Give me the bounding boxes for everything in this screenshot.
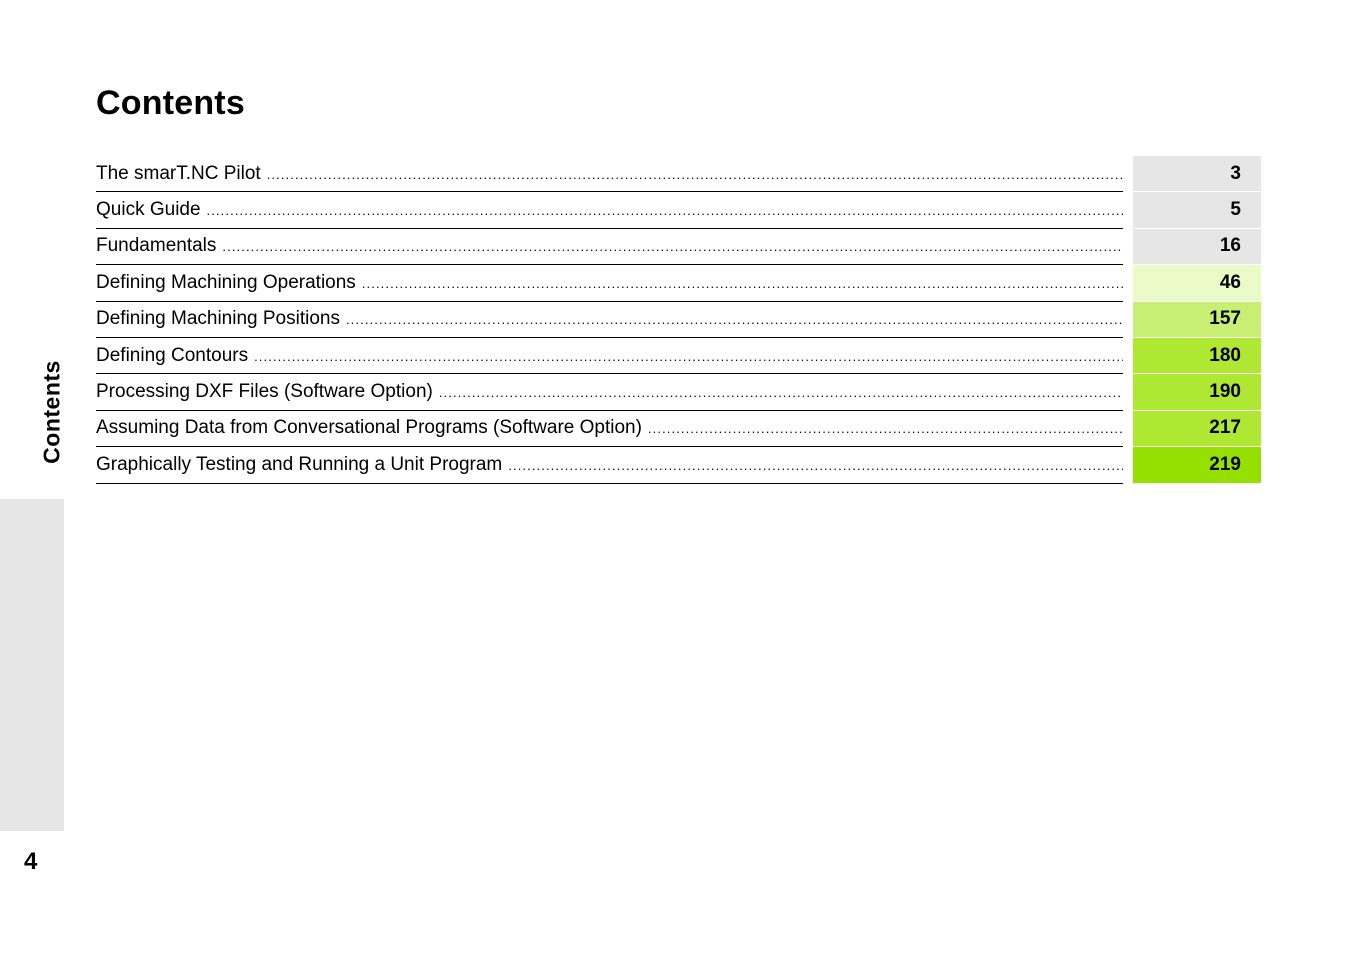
toc-entry-title[interactable]: Defining Contours: [96, 344, 249, 366]
toc-entry-cell: [96, 229, 1123, 265]
toc-page-number[interactable]: 46: [1133, 265, 1261, 301]
toc-leader-dots: [362, 276, 1123, 291]
toc-entry-cell: [96, 447, 1123, 483]
toc-entry-title[interactable]: Quick Guide: [96, 199, 201, 221]
toc-entry-cell: [96, 338, 1123, 374]
toc-entry-cell: [96, 302, 1123, 338]
toc-page-number[interactable]: 219: [1133, 447, 1261, 483]
table-of-contents: [96, 156, 1261, 484]
page-number: 4: [24, 848, 38, 875]
toc-entry-title[interactable]: The smarT.NC Pilot: [96, 162, 261, 184]
toc-leader-dots: [346, 312, 1123, 327]
toc-entry-title[interactable]: Defining Machining Positions: [96, 308, 340, 330]
toc-row[interactable]: [96, 192, 1261, 228]
toc-row[interactable]: [96, 156, 1261, 192]
toc-leader-dots: [648, 421, 1123, 436]
toc-page-number[interactable]: 157: [1133, 302, 1261, 338]
toc-leader-dots: [439, 385, 1123, 400]
toc-row[interactable]: [96, 302, 1261, 338]
toc-page-number[interactable]: 16: [1133, 229, 1261, 265]
toc-entry-cell: [96, 265, 1123, 301]
page-title: Contents: [96, 84, 245, 122]
toc-page-number[interactable]: 190: [1133, 374, 1261, 410]
toc-leader-dots: [508, 458, 1123, 473]
toc-row[interactable]: [96, 374, 1261, 410]
toc-page-number[interactable]: 180: [1133, 338, 1261, 374]
toc-entry-cell: [96, 374, 1123, 410]
toc-entry-cell: [96, 411, 1123, 447]
toc-page-number[interactable]: 3: [1133, 156, 1261, 192]
toc-row[interactable]: [96, 229, 1261, 265]
toc-leader-dots: [222, 239, 1123, 254]
toc-entry-title[interactable]: Graphically Testing and Running a Unit Program: [96, 453, 503, 475]
toc-leader-dots: [207, 203, 1123, 218]
toc-leader-dots: [267, 167, 1123, 182]
toc-entry-title[interactable]: Assuming Data from Conversational Programs (Software Option): [96, 417, 642, 439]
toc-row[interactable]: [96, 411, 1261, 447]
chapter-side-label: Contents: [38, 360, 65, 464]
toc-entry-cell: [96, 156, 1123, 192]
toc-row[interactable]: [96, 447, 1261, 483]
toc-row[interactable]: [96, 338, 1261, 374]
toc-page-number[interactable]: 5: [1133, 192, 1261, 228]
toc-entry-title[interactable]: Defining Machining Operations: [96, 271, 356, 293]
chapter-side-tab: [0, 499, 64, 831]
toc-row[interactable]: [96, 265, 1261, 301]
toc-page-number[interactable]: 217: [1133, 411, 1261, 447]
toc-entry-title[interactable]: Fundamentals: [96, 235, 217, 257]
toc-entry-cell: [96, 192, 1123, 228]
toc-entry-title[interactable]: Processing DXF Files (Software Option): [96, 381, 433, 403]
toc-leader-dots: [254, 349, 1123, 364]
